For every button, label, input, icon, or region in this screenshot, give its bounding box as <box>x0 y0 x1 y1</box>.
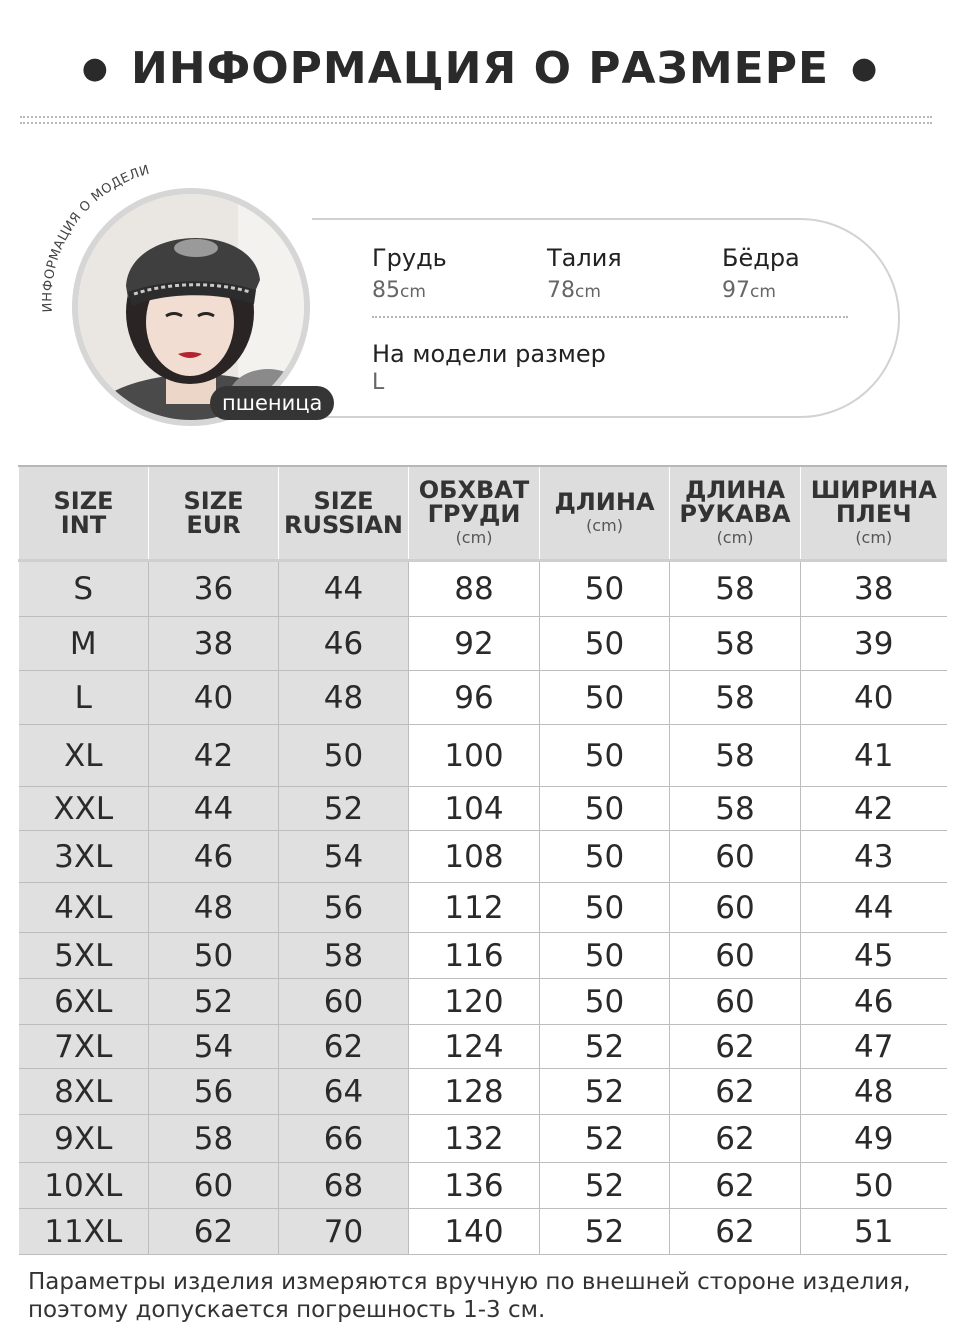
cell-chest: 132 <box>409 1115 540 1163</box>
cell-size-int: 10XL <box>19 1163 149 1209</box>
cell-length: 52 <box>540 1163 670 1209</box>
header-size-russian: SIZE RUSSIAN <box>279 466 409 561</box>
header-size-eur: SIZE EUR <box>149 466 279 561</box>
bullet-icon: ● <box>851 50 879 86</box>
cell-size-russian: 60 <box>279 979 409 1025</box>
table-row <box>19 1115 947 1163</box>
bust-label: Грудь <box>372 244 447 272</box>
table-row <box>19 671 947 725</box>
cell-size-eur: 52 <box>149 979 279 1025</box>
cell-length: 50 <box>540 831 670 883</box>
cell-chest: 112 <box>409 883 540 933</box>
cell-sleeve-length: 60 <box>670 979 801 1025</box>
cell-length: 50 <box>540 883 670 933</box>
cell-size-eur: 62 <box>149 1209 279 1255</box>
model-size <box>372 340 606 395</box>
cell-length: 50 <box>540 787 670 831</box>
cell-size-eur: 60 <box>149 1163 279 1209</box>
cell-length: 50 <box>540 671 670 725</box>
cell-size-russian: 44 <box>279 561 409 617</box>
bust-value: 85 <box>372 278 400 303</box>
cell-size-int: 8XL <box>19 1069 149 1115</box>
cell-sleeve-length: 58 <box>670 561 801 617</box>
cell-length: 50 <box>540 561 670 617</box>
cell-sleeve-length: 60 <box>670 831 801 883</box>
cell-size-int: 7XL <box>19 1025 149 1069</box>
cell-length: 50 <box>540 933 670 979</box>
cell-sleeve-length: 60 <box>670 933 801 979</box>
table-row <box>19 933 947 979</box>
cell-size-eur: 48 <box>149 883 279 933</box>
bullet-icon: ● <box>81 50 109 86</box>
cell-size-int: L <box>19 671 149 725</box>
cell-size-eur: 36 <box>149 561 279 617</box>
waist-metric <box>547 244 622 303</box>
cell-shoulder-width: 50 <box>801 1163 947 1209</box>
cell-chest: 116 <box>409 933 540 979</box>
cell-sleeve-length: 58 <box>670 671 801 725</box>
cell-size-russian: 52 <box>279 787 409 831</box>
header-size-int: SIZE INT <box>19 466 149 561</box>
page-title-text: ИНФОРМАЦИЯ О РАЗМЕРЕ <box>130 42 830 94</box>
waist-label: Талия <box>547 244 622 272</box>
cell-size-eur: 46 <box>149 831 279 883</box>
model-info-arc-text: ИНФОРМАЦИЯ О МОДЕЛИ <box>40 162 152 313</box>
cell-length: 52 <box>540 1069 670 1115</box>
cell-sleeve-length: 62 <box>670 1115 801 1163</box>
cell-chest: 100 <box>409 725 540 787</box>
metric-divider <box>372 316 848 318</box>
cell-size-int: XL <box>19 725 149 787</box>
hips-label: Бёдра <box>722 244 800 272</box>
cell-sleeve-length: 62 <box>670 1163 801 1209</box>
cell-size-int: 11XL <box>19 1209 149 1255</box>
cell-size-russian: 70 <box>279 1209 409 1255</box>
cell-sleeve-length: 62 <box>670 1069 801 1115</box>
cell-length: 52 <box>540 1115 670 1163</box>
cell-size-russian: 46 <box>279 617 409 671</box>
cell-length: 50 <box>540 617 670 671</box>
cell-size-russian: 66 <box>279 1115 409 1163</box>
bust-metric <box>372 244 447 303</box>
table-row <box>19 1209 947 1255</box>
cell-size-eur: 58 <box>149 1115 279 1163</box>
cell-shoulder-width: 44 <box>801 883 947 933</box>
cell-size-eur: 54 <box>149 1025 279 1069</box>
table-row <box>19 1069 947 1115</box>
cell-size-russian: 58 <box>279 933 409 979</box>
cell-shoulder-width: 41 <box>801 725 947 787</box>
cell-sleeve-length: 58 <box>670 725 801 787</box>
cell-sleeve-length: 58 <box>670 787 801 831</box>
cell-shoulder-width: 47 <box>801 1025 947 1069</box>
model-name-badge: пшеница <box>210 386 334 420</box>
cell-size-eur: 44 <box>149 787 279 831</box>
cell-shoulder-width: 48 <box>801 1069 947 1115</box>
cell-length: 52 <box>540 1025 670 1069</box>
table-row <box>19 1025 947 1069</box>
cell-size-eur: 40 <box>149 671 279 725</box>
cell-length: 52 <box>540 1209 670 1255</box>
cell-size-russian: 48 <box>279 671 409 725</box>
table-row <box>19 787 947 831</box>
measurement-footnote: Параметры изделия измеряются вручную по внешней стороне изделия, поэтому допускается погрешность 1-3 см. <box>28 1269 911 1323</box>
cell-size-russian: 64 <box>279 1069 409 1115</box>
cell-shoulder-width: 45 <box>801 933 947 979</box>
hips-value: 97 <box>722 278 750 303</box>
cell-size-int: 6XL <box>19 979 149 1025</box>
table-row <box>19 725 947 787</box>
header-length: ДЛИНА (cm) <box>540 466 670 561</box>
cell-size-eur: 38 <box>149 617 279 671</box>
table-row <box>19 1163 947 1209</box>
hips-unit: cm <box>750 282 776 302</box>
cell-sleeve-length: 62 <box>670 1209 801 1255</box>
cell-chest: 96 <box>409 671 540 725</box>
title-divider <box>20 116 932 124</box>
table-row <box>19 561 947 617</box>
cell-chest: 92 <box>409 617 540 671</box>
cell-shoulder-width: 43 <box>801 831 947 883</box>
cell-size-int: S <box>19 561 149 617</box>
cell-chest: 88 <box>409 561 540 617</box>
cell-chest: 120 <box>409 979 540 1025</box>
cell-shoulder-width: 49 <box>801 1115 947 1163</box>
table-row <box>19 883 947 933</box>
cell-chest: 136 <box>409 1163 540 1209</box>
cell-size-eur: 42 <box>149 725 279 787</box>
cell-sleeve-length: 58 <box>670 617 801 671</box>
waist-unit: cm <box>575 282 601 302</box>
cell-shoulder-width: 39 <box>801 617 947 671</box>
cell-shoulder-width: 38 <box>801 561 947 617</box>
cell-sleeve-length: 62 <box>670 1025 801 1069</box>
cell-length: 50 <box>540 725 670 787</box>
cell-size-eur: 56 <box>149 1069 279 1115</box>
cell-chest: 140 <box>409 1209 540 1255</box>
page-title <box>0 38 960 98</box>
table-row <box>19 979 947 1025</box>
cell-size-int: M <box>19 617 149 671</box>
cell-chest: 108 <box>409 831 540 883</box>
cell-shoulder-width: 40 <box>801 671 947 725</box>
size-chart-table <box>18 465 947 1255</box>
hips-metric <box>722 244 800 303</box>
cell-size-int: XXL <box>19 787 149 831</box>
cell-chest: 104 <box>409 787 540 831</box>
table-row <box>19 831 947 883</box>
table-header-row <box>19 466 947 561</box>
cell-size-russian: 54 <box>279 831 409 883</box>
cell-size-int: 9XL <box>19 1115 149 1163</box>
cell-size-russian: 68 <box>279 1163 409 1209</box>
cell-size-russian: 62 <box>279 1025 409 1069</box>
cell-size-russian: 56 <box>279 883 409 933</box>
cell-chest: 124 <box>409 1025 540 1069</box>
waist-value: 78 <box>547 278 575 303</box>
header-chest: ОБХВАТ ГРУДИ (cm) <box>409 466 540 561</box>
cell-shoulder-width: 42 <box>801 787 947 831</box>
cell-size-eur: 50 <box>149 933 279 979</box>
header-shoulder-width: ШИРИНА ПЛЕЧ (cm) <box>801 466 947 561</box>
header-sleeve-length: ДЛИНА РУКАВА (cm) <box>670 466 801 561</box>
cell-sleeve-length: 60 <box>670 883 801 933</box>
cell-size-int: 5XL <box>19 933 149 979</box>
model-size-value: L <box>372 370 385 395</box>
cell-size-int: 4XL <box>19 883 149 933</box>
cell-shoulder-width: 46 <box>801 979 947 1025</box>
cell-size-russian: 50 <box>279 725 409 787</box>
model-size-label: На модели размер <box>372 340 606 368</box>
cell-chest: 128 <box>409 1069 540 1115</box>
cell-shoulder-width: 51 <box>801 1209 947 1255</box>
cell-size-int: 3XL <box>19 831 149 883</box>
table-row <box>19 617 947 671</box>
cell-length: 50 <box>540 979 670 1025</box>
bust-unit: cm <box>400 282 426 302</box>
